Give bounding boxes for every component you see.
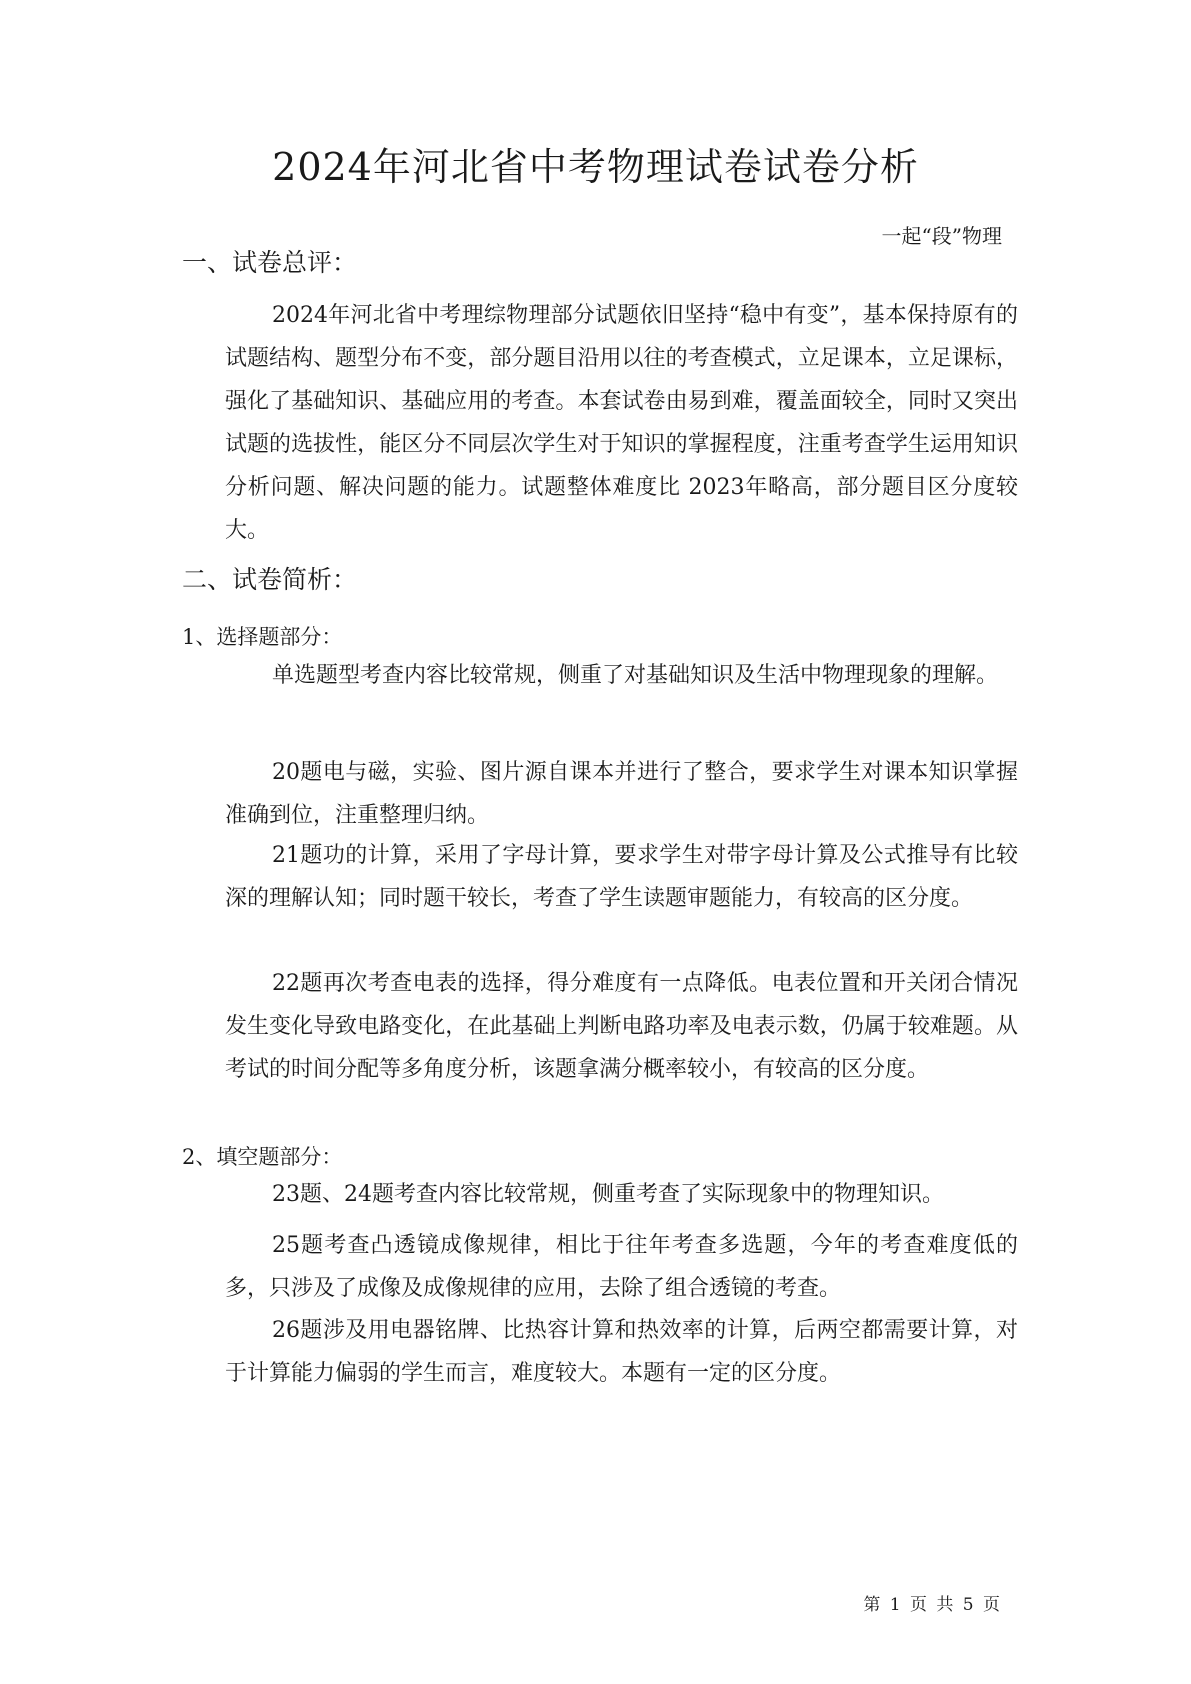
section-heading-overview: 一、试卷总评： <box>182 248 358 277</box>
paragraph-choice-general: 单选题型考查内容比较常规，侧重了对基础知识及生活中物理现象的理解。 <box>272 663 999 688</box>
paragraph-question-26: 26题涉及用电器铭牌、比热容计算和热效率的计算，后两空都需要计算，对于计算能力偏弱的学生而言，难度较大。本题有一定的区分度。 <box>225 1318 1018 1386</box>
paragraph-question-22: 22题再次考查电表的选择，得分难度有一点降低。电表位置和开关闭合情况发生变化导致电路变化，在此基础上判断电路功率及电表示数，仍属于较难题。从考试的时间分配等多角度分析，该题拿满分概率较小，有较高的区分度。 <box>225 971 1018 1082</box>
paragraph-question-21: 21题功的计算，采用了字母计算，要求学生对带字母计算及公式推导有比较深的理解认知；同时题干较长，考查了学生读题审题能力，有较高的区分度。 <box>225 843 1018 911</box>
author-name: 一起“段”物理 <box>881 224 1002 248</box>
section-heading-analysis: 二、试卷简析： <box>182 565 358 594</box>
paragraph-question-20: 20题电与磁，实验、图片源自课本并进行了整合，要求学生对课本知识掌握准确到位，注重整理归纳。 <box>225 760 1018 828</box>
document-title: 2024年河北省中考物理试卷试卷分析 <box>272 145 919 189</box>
paragraph-question-23-24: 23题、24题考查内容比较常规，侧重考查了实际现象中的物理知识。 <box>272 1182 944 1207</box>
page-number: 第 1 页 共 5 页 <box>863 1595 1002 1615</box>
paragraph-question-25: 25题考查凸透镜成像规律，相比于往年考查多选题，今年的考查难度低的多，只涉及了成像及成像规律的应用，去除了组合透镜的考查。 <box>225 1233 1018 1301</box>
sub-heading-fill-in: 2、填空题部分： <box>182 1145 343 1169</box>
overview-paragraph: 2024年河北省中考理综物理部分试题依旧坚持“稳中有变”，基本保持原有的试题结构、题型分布不变，部分题目沿用以往的考查模式，立足课本，立足课标，强化了基础知识、基础应用的考查。本套试卷由易到难，覆盖面较全，同时又突出试题的选拔性，能区分不同层次学生对于知识的掌握程度，注重考查学生运用知识分析问题、解决问题的能力。试题整体难度比 2023年略高，部分题目区分度较大。 <box>225 303 1018 543</box>
sub-heading-multiple-choice: 1、选择题部分： <box>182 625 343 649</box>
